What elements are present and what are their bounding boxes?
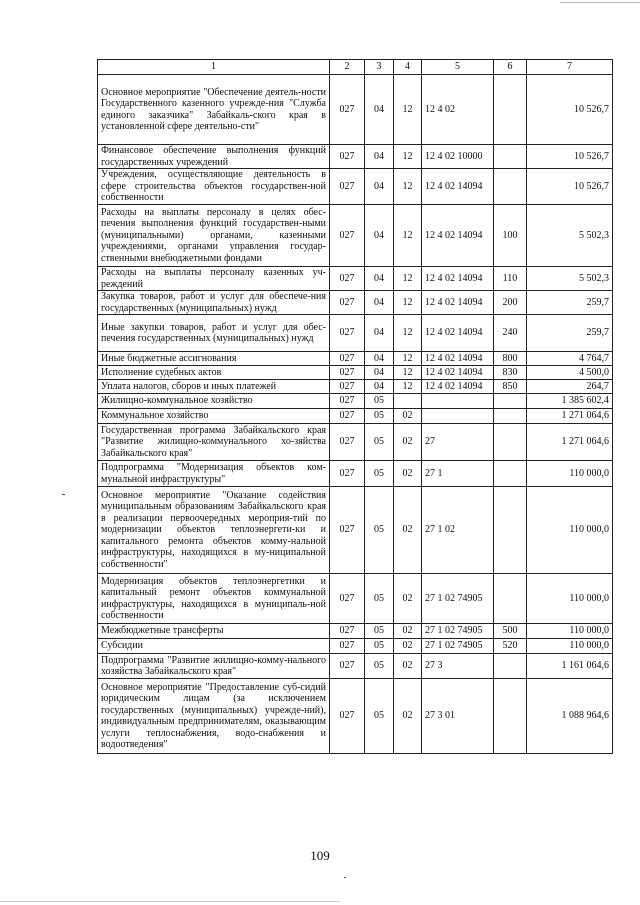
row-grbs: 027 xyxy=(330,380,365,394)
row-grbs: 027 xyxy=(330,75,365,145)
row-amount: 264,7 xyxy=(527,380,613,394)
table-row xyxy=(98,315,613,352)
row-name: Закупка товаров, работ и услуг для обеспече-ния государственных (муниципальных) нужд xyxy=(98,291,330,315)
row-subsection: 12 xyxy=(394,291,422,315)
row-name: Иные бюджетные ассигнования xyxy=(98,352,330,366)
row-grbs: 027 xyxy=(330,424,365,461)
row-section: 04 xyxy=(365,75,394,145)
table-row xyxy=(98,424,613,461)
row-expense-type xyxy=(494,145,527,169)
row-target-code xyxy=(422,394,494,409)
row-section: 04 xyxy=(365,267,394,291)
header-col-6: 6 xyxy=(494,60,527,75)
row-subsection: 12 xyxy=(394,75,422,145)
row-expense-type: 110 xyxy=(494,267,527,291)
row-grbs: 027 xyxy=(330,366,365,380)
row-subsection: 12 xyxy=(394,267,422,291)
table-row xyxy=(98,75,613,145)
scan-artifact-top xyxy=(560,2,640,3)
table-row xyxy=(98,380,613,394)
row-section: 04 xyxy=(365,352,394,366)
row-expense-type: 850 xyxy=(494,380,527,394)
row-target-code: 27 1 02 74905 xyxy=(422,639,494,654)
row-section: 05 xyxy=(365,409,394,424)
row-name: Основное мероприятие "Оказание содействия муниципальным образованиям Забайкальского края в реализации первоочередных мероприя-тий по модернизации объектов теплоэнергети-ки и капитального ремонта объектов комму-нальной инфраструктуры, находящихся в му-ниципальной собственности" xyxy=(98,487,330,574)
header-col-7: 7 xyxy=(527,60,613,75)
table-row xyxy=(98,639,613,654)
row-section: 05 xyxy=(365,679,394,754)
row-section: 04 xyxy=(365,145,394,169)
row-amount: 110 000,0 xyxy=(527,639,613,654)
row-expense-type: 520 xyxy=(494,639,527,654)
row-grbs: 027 xyxy=(330,574,365,624)
row-section: 05 xyxy=(365,424,394,461)
row-target-code: 12 4 02 14094 xyxy=(422,291,494,315)
row-subsection: 02 xyxy=(394,409,422,424)
row-expense-type xyxy=(494,75,527,145)
row-grbs: 027 xyxy=(330,409,365,424)
row-target-code: 27 1 02 xyxy=(422,487,494,574)
row-grbs: 027 xyxy=(330,205,365,267)
row-expense-type xyxy=(494,574,527,624)
row-amount: 110 000,0 xyxy=(527,461,613,487)
budget-table xyxy=(97,59,613,754)
table-row xyxy=(98,291,613,315)
row-grbs: 027 xyxy=(330,679,365,754)
row-target-code: 12 4 02 10000 xyxy=(422,145,494,169)
row-section: 05 xyxy=(365,624,394,639)
row-name: Уплата налогов, сборов и иных платежей xyxy=(98,380,330,394)
table-row xyxy=(98,679,613,754)
row-name: Расходы на выплаты персоналу в целях обес-печения выполнения функций государствен-ными (муниципальными) органами, казенными учреждениями, органами управления государ-ственными внебюджетными фондами xyxy=(98,205,330,267)
row-expense-type xyxy=(494,409,527,424)
row-target-code: 27 3 01 xyxy=(422,679,494,754)
row-subsection: 12 xyxy=(394,315,422,352)
row-amount: 10 526,7 xyxy=(527,169,613,205)
scan-artifact-bottom xyxy=(0,901,340,902)
header-col-5: 5 xyxy=(422,60,494,75)
table-row xyxy=(98,145,613,169)
row-amount: 1 385 602,4 xyxy=(527,394,613,409)
header-col-3: 3 xyxy=(365,60,394,75)
row-subsection: 02 xyxy=(394,624,422,639)
row-subsection: 12 xyxy=(394,366,422,380)
row-expense-type xyxy=(494,487,527,574)
row-target-code: 12 4 02 14094 xyxy=(422,352,494,366)
row-subsection: 12 xyxy=(394,380,422,394)
table-row xyxy=(98,409,613,424)
row-subsection: 02 xyxy=(394,639,422,654)
row-section: 04 xyxy=(365,205,394,267)
header-col-2: 2 xyxy=(330,60,365,75)
row-name: Модернизация объектов теплоэнергетики и капитальный ремонт объектов коммунальной инфраструктуры, находящихся в муниципаль-ной собственности xyxy=(98,574,330,624)
row-target-code: 27 3 xyxy=(422,654,494,679)
scan-speck xyxy=(344,877,346,878)
row-subsection: 02 xyxy=(394,424,422,461)
table-row xyxy=(98,394,613,409)
row-amount: 5 502,3 xyxy=(527,267,613,291)
row-expense-type xyxy=(494,394,527,409)
row-amount: 4 500,0 xyxy=(527,366,613,380)
row-subsection: 02 xyxy=(394,679,422,754)
row-name: Межбюджетные трансферты xyxy=(98,624,330,639)
table-row xyxy=(98,461,613,487)
row-amount: 1 088 964,6 xyxy=(527,679,613,754)
row-subsection: 12 xyxy=(394,205,422,267)
row-amount: 10 526,7 xyxy=(527,145,613,169)
row-target-code: 12 4 02 14094 xyxy=(422,380,494,394)
row-target-code: 12 4 02 14094 xyxy=(422,366,494,380)
row-subsection: 02 xyxy=(394,461,422,487)
row-subsection xyxy=(394,394,422,409)
table-row xyxy=(98,169,613,205)
row-target-code: 27 1 xyxy=(422,461,494,487)
row-amount: 259,7 xyxy=(527,291,613,315)
row-section: 04 xyxy=(365,380,394,394)
table-row xyxy=(98,267,613,291)
row-name: Финансовое обеспечение выполнения функций государственных учреждений xyxy=(98,145,330,169)
page-number: 109 xyxy=(310,848,330,863)
row-target-code: 12 4 02 14094 xyxy=(422,315,494,352)
row-name: Расходы на выплаты персоналу казенных уч-реждений xyxy=(98,267,330,291)
row-section: 04 xyxy=(365,169,394,205)
row-grbs: 027 xyxy=(330,267,365,291)
row-amount: 4 764,7 xyxy=(527,352,613,366)
row-amount: 1 271 064,6 xyxy=(527,424,613,461)
table-row xyxy=(98,352,613,366)
row-name: Иные закупки товаров, работ и услуг для обес-печения государственных (муниципальных) нужд xyxy=(98,315,330,352)
row-expense-type: 800 xyxy=(494,352,527,366)
header-row xyxy=(98,60,613,75)
row-amount: 110 000,0 xyxy=(527,624,613,639)
row-grbs: 027 xyxy=(330,624,365,639)
row-expense-type xyxy=(494,679,527,754)
row-name: Подпрограмма "Модернизация объектов ком-мунальной инфраструктуры" xyxy=(98,461,330,487)
row-amount: 110 000,0 xyxy=(527,574,613,624)
row-target-code: 12 4 02 xyxy=(422,75,494,145)
row-grbs: 027 xyxy=(330,394,365,409)
row-section: 05 xyxy=(365,461,394,487)
row-subsection: 02 xyxy=(394,654,422,679)
row-target-code: 27 xyxy=(422,424,494,461)
row-name: Основное мероприятие "Обеспечение деятель-ности Государственного казенного учрежде-ния "Служба единого заказчика" Забайкаль-ского края в установленной сфере деятельно-сти" xyxy=(98,75,330,145)
row-expense-type: 100 xyxy=(494,205,527,267)
row-expense-type: 830 xyxy=(494,366,527,380)
row-expense-type: 240 xyxy=(494,315,527,352)
table-row xyxy=(98,624,613,639)
row-grbs: 027 xyxy=(330,352,365,366)
table-row xyxy=(98,487,613,574)
row-name: Государственная программа Забайкальского края "Развитие жилищно-коммунального хо-зяйства Забайкальского края" xyxy=(98,424,330,461)
row-target-code xyxy=(422,409,494,424)
row-expense-type: 200 xyxy=(494,291,527,315)
row-section: 04 xyxy=(365,315,394,352)
row-expense-type xyxy=(494,424,527,461)
table-row xyxy=(98,574,613,624)
scan-speck xyxy=(62,494,65,495)
row-name: Жилищно-коммунальное хозяйство xyxy=(98,394,330,409)
row-section: 05 xyxy=(365,487,394,574)
row-grbs: 027 xyxy=(330,315,365,352)
row-target-code: 27 1 02 74905 xyxy=(422,574,494,624)
row-section: 05 xyxy=(365,394,394,409)
row-grbs: 027 xyxy=(330,169,365,205)
row-grbs: 027 xyxy=(330,487,365,574)
row-target-code: 12 4 02 14094 xyxy=(422,267,494,291)
row-subsection: 12 xyxy=(394,352,422,366)
row-subsection: 12 xyxy=(394,145,422,169)
row-target-code: 12 4 02 14094 xyxy=(422,205,494,267)
row-section: 04 xyxy=(365,366,394,380)
row-amount: 10 526,7 xyxy=(527,75,613,145)
row-amount: 259,7 xyxy=(527,315,613,352)
row-amount: 1 161 064,6 xyxy=(527,654,613,679)
row-expense-type xyxy=(494,461,527,487)
row-name: Учреждения, осуществляющие деятельность в сфере строительства объектов государствен-ной собственности xyxy=(98,169,330,205)
row-subsection: 12 xyxy=(394,169,422,205)
row-section: 04 xyxy=(365,291,394,315)
row-target-code: 27 1 02 74905 xyxy=(422,624,494,639)
row-amount: 5 502,3 xyxy=(527,205,613,267)
row-expense-type xyxy=(494,654,527,679)
row-name: Подпрограмма "Развитие жилищно-комму-нального хозяйства Забайкальского края" xyxy=(98,654,330,679)
row-section: 05 xyxy=(365,639,394,654)
row-section: 05 xyxy=(365,574,394,624)
row-name: Субсидии xyxy=(98,639,330,654)
row-name: Основное мероприятие "Предоставление суб-сидий юридическим лицам (за исключением государственных (муниципальных) учрежде-ний), индивидуальным предпринимателям, оказывающим услуги теплоснабжения, водо-снабжения и водоотведения" xyxy=(98,679,330,754)
row-amount: 110 000,0 xyxy=(527,487,613,574)
row-name: Коммунальное хозяйство xyxy=(98,409,330,424)
row-grbs: 027 xyxy=(330,291,365,315)
header-col-4: 4 xyxy=(394,60,422,75)
row-subsection: 02 xyxy=(394,487,422,574)
row-subsection: 02 xyxy=(394,574,422,624)
row-expense-type xyxy=(494,169,527,205)
table-row xyxy=(98,654,613,679)
row-grbs: 027 xyxy=(330,654,365,679)
row-target-code: 12 4 02 14094 xyxy=(422,169,494,205)
row-grbs: 027 xyxy=(330,639,365,654)
row-name: Исполнение судебных актов xyxy=(98,366,330,380)
header-col-1: 1 xyxy=(98,60,330,75)
row-grbs: 027 xyxy=(330,145,365,169)
table-row xyxy=(98,366,613,380)
row-grbs: 027 xyxy=(330,461,365,487)
table-row xyxy=(98,205,613,267)
row-amount: 1 271 064,6 xyxy=(527,409,613,424)
row-section: 05 xyxy=(365,654,394,679)
row-expense-type: 500 xyxy=(494,624,527,639)
